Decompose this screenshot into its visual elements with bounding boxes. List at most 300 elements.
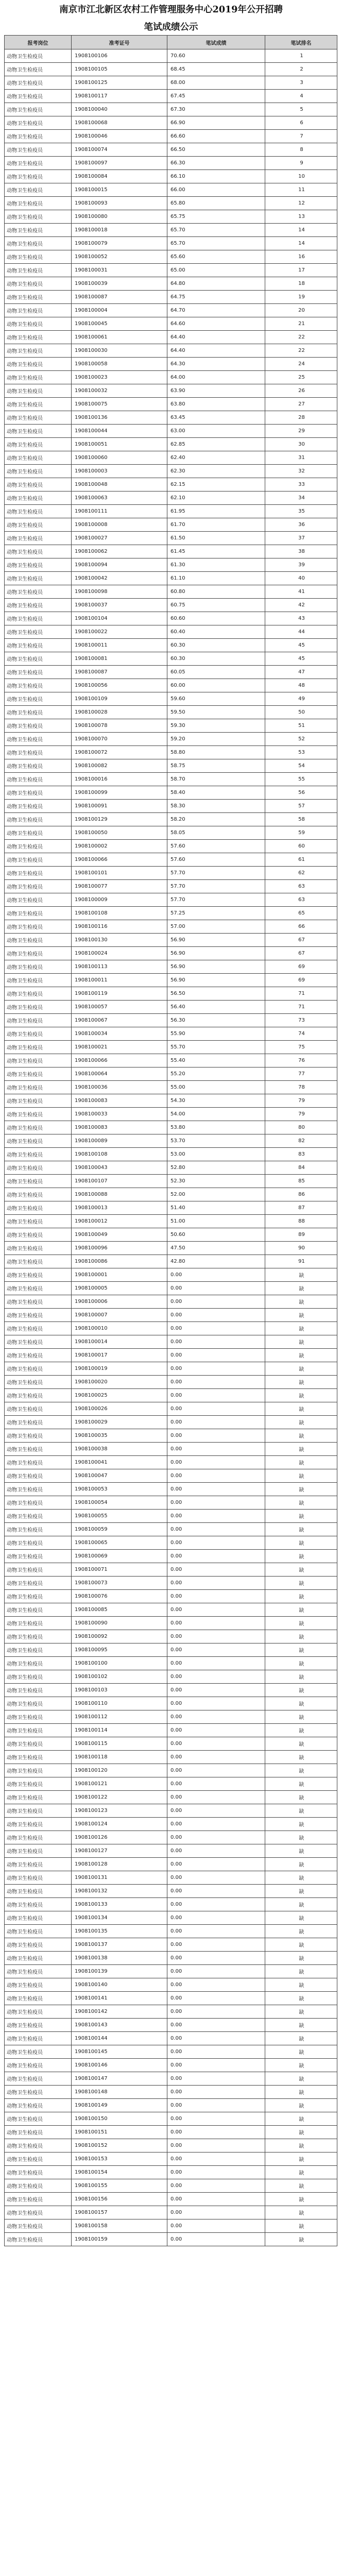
- cell-score: 60.00: [167, 679, 265, 692]
- table-row: [5, 264, 337, 277]
- cell-ticket-number: 1908100077: [72, 880, 167, 893]
- cell-ticket-number: 1908100022: [72, 625, 167, 639]
- table-row: [5, 1536, 337, 1550]
- cell-ticket-number: 1908100081: [72, 652, 167, 666]
- cell-ticket-number: 1908100092: [72, 1630, 167, 1643]
- cell-ticket-number: 1908100065: [72, 1536, 167, 1550]
- cell-position: 动物卫生检疫员: [5, 1469, 72, 1483]
- table-row: [5, 384, 337, 398]
- cell-position: 动物卫生检疫员: [5, 76, 72, 90]
- cell-rank: 36: [265, 518, 337, 532]
- cell-rank: 88: [265, 1215, 337, 1228]
- cell-position: 动物卫生检疫员: [5, 1134, 72, 1148]
- cell-ticket-number: 1908100146: [72, 2059, 167, 2072]
- table-row: [5, 304, 337, 317]
- cell-score: 0.00: [167, 1563, 265, 1577]
- table-row: [5, 907, 337, 920]
- cell-position: 动物卫生检疫员: [5, 170, 72, 183]
- cell-position: 动物卫生检疫员: [5, 2045, 72, 2059]
- cell-score: 0.00: [167, 1416, 265, 1429]
- cell-position: 动物卫生检疫员: [5, 1483, 72, 1496]
- cell-ticket-number: 1908100042: [72, 572, 167, 585]
- cell-ticket-number: 1908100101: [72, 867, 167, 880]
- cell-ticket-number: 1908100117: [72, 90, 167, 103]
- cell-position: 动物卫生检疫员: [5, 867, 72, 880]
- cell-rank: 缺: [265, 2112, 337, 2126]
- cell-score: 62.10: [167, 492, 265, 505]
- cell-rank: 缺: [265, 1885, 337, 1898]
- cell-ticket-number: 1908100086: [72, 1255, 167, 1268]
- cell-ticket-number: 1908100001: [72, 1268, 167, 1282]
- cell-score: 0.00: [167, 2233, 265, 2246]
- cell-rank: 1: [265, 49, 337, 63]
- cell-position: 动物卫生检疫员: [5, 317, 72, 331]
- cell-position: 动物卫生检疫员: [5, 585, 72, 599]
- cell-position: 动物卫生检疫员: [5, 987, 72, 1001]
- cell-rank: 缺: [265, 2045, 337, 2059]
- cell-ticket-number: 1908100088: [72, 1188, 167, 1201]
- cell-score: 64.40: [167, 331, 265, 344]
- cell-position: 动物卫生检疫员: [5, 692, 72, 706]
- cell-score: 61.30: [167, 558, 265, 572]
- cell-ticket-number: 1908100142: [72, 2005, 167, 2019]
- cell-rank: 缺: [265, 2126, 337, 2139]
- table-row: [5, 1938, 337, 1952]
- table-row: [5, 116, 337, 130]
- table-row: [5, 331, 337, 344]
- cell-score: 65.70: [167, 224, 265, 237]
- table-row: [5, 1483, 337, 1496]
- cell-ticket-number: 1908100089: [72, 1134, 167, 1148]
- cell-rank: 缺: [265, 1309, 337, 1322]
- table-row: [5, 920, 337, 934]
- table-row: [5, 666, 337, 679]
- table-row: [5, 1309, 337, 1322]
- table-row: [5, 1751, 337, 1764]
- table-row: [5, 974, 337, 987]
- cell-position: 动物卫生检疫员: [5, 1510, 72, 1523]
- cell-rank: 缺: [265, 1764, 337, 1777]
- table-row: [5, 1282, 337, 1295]
- cell-rank: 缺: [265, 1643, 337, 1657]
- cell-position: 动物卫生检疫员: [5, 1697, 72, 1710]
- cell-score: 58.30: [167, 800, 265, 813]
- cell-position: 动物卫生检疫员: [5, 358, 72, 371]
- cell-rank: 缺: [265, 1777, 337, 1791]
- cell-score: 52.00: [167, 1188, 265, 1201]
- cell-rank: 缺: [265, 2005, 337, 2019]
- cell-rank: 17: [265, 264, 337, 277]
- cell-position: 动物卫生检疫员: [5, 451, 72, 465]
- cell-position: 动物卫生检疫员: [5, 800, 72, 813]
- cell-score: 0.00: [167, 1670, 265, 1684]
- table-row: [5, 1764, 337, 1777]
- table-row: [5, 237, 337, 250]
- cell-position: 动物卫生检疫员: [5, 1831, 72, 1844]
- cell-position: 动物卫生检疫员: [5, 344, 72, 358]
- cell-rank: 缺: [265, 1550, 337, 1563]
- cell-score: 66.00: [167, 183, 265, 197]
- cell-ticket-number: 1908100118: [72, 1751, 167, 1764]
- table-row: [5, 130, 337, 143]
- cell-ticket-number: 1908100136: [72, 411, 167, 425]
- cell-rank: 缺: [265, 1362, 337, 1376]
- cell-position: 动物卫生检疫员: [5, 2193, 72, 2206]
- cell-score: 0.00: [167, 2166, 265, 2179]
- cell-ticket-number: 1908100004: [72, 304, 167, 317]
- cell-score: 58.75: [167, 759, 265, 773]
- table-row: [5, 1295, 337, 1309]
- cell-position: 动物卫生检疫员: [5, 1027, 72, 1041]
- cell-position: 动物卫生检疫员: [5, 666, 72, 679]
- cell-ticket-number: 1908100026: [72, 1402, 167, 1416]
- cell-rank: 缺: [265, 1603, 337, 1617]
- cell-rank: 69: [265, 960, 337, 974]
- cell-ticket-number: 1908100039: [72, 277, 167, 291]
- cell-ticket-number: 1908100048: [72, 478, 167, 492]
- cell-position: 动物卫生检疫员: [5, 625, 72, 639]
- cell-rank: 32: [265, 465, 337, 478]
- cell-ticket-number: 1908100130: [72, 934, 167, 947]
- cell-ticket-number: 1908100038: [72, 1443, 167, 1456]
- cell-ticket-number: 1908100035: [72, 1429, 167, 1443]
- cell-ticket-number: 1908100034: [72, 1027, 167, 1041]
- cell-rank: 缺: [265, 1657, 337, 1670]
- cell-score: 50.60: [167, 1228, 265, 1242]
- cell-score: 66.90: [167, 116, 265, 130]
- cell-ticket-number: 1908100051: [72, 438, 167, 451]
- table-row: [5, 1911, 337, 1925]
- cell-score: 0.00: [167, 1751, 265, 1764]
- table-row: [5, 893, 337, 907]
- cell-score: 0.00: [167, 2126, 265, 2139]
- cell-position: 动物卫生检疫员: [5, 1282, 72, 1295]
- cell-score: 0.00: [167, 1764, 265, 1777]
- cell-score: 61.70: [167, 518, 265, 532]
- header-score: 笔试成绩: [167, 36, 265, 49]
- cell-score: 57.70: [167, 880, 265, 893]
- cell-score: 0.00: [167, 1577, 265, 1590]
- table-row: [5, 1510, 337, 1523]
- cell-ticket-number: 1908100019: [72, 1362, 167, 1376]
- cell-ticket-number: 1908100060: [72, 451, 167, 465]
- cell-ticket-number: 1908100124: [72, 1818, 167, 1831]
- table-row: [5, 1161, 337, 1175]
- cell-rank: 75: [265, 1041, 337, 1054]
- cell-ticket-number: 1908100029: [72, 1416, 167, 1429]
- cell-ticket-number: 1908100087: [72, 666, 167, 679]
- cell-position: 动物卫生检疫员: [5, 2099, 72, 2112]
- cell-rank: 缺: [265, 1898, 337, 1911]
- table-row: [5, 90, 337, 103]
- table-row: [5, 465, 337, 478]
- cell-ticket-number: 1908100050: [72, 826, 167, 840]
- cell-ticket-number: 1908100087: [72, 291, 167, 304]
- cell-position: 动物卫生检疫员: [5, 1255, 72, 1268]
- cell-score: 62.30: [167, 465, 265, 478]
- cell-score: 0.00: [167, 1268, 265, 1282]
- table-row: [5, 1670, 337, 1684]
- cell-position: 动物卫生检疫员: [5, 1041, 72, 1054]
- cell-score: 68.45: [167, 63, 265, 76]
- cell-rank: 66: [265, 920, 337, 934]
- cell-position: 动物卫生检疫员: [5, 572, 72, 585]
- cell-score: 0.00: [167, 2059, 265, 2072]
- cell-ticket-number: 1908100009: [72, 893, 167, 907]
- cell-score: 0.00: [167, 1429, 265, 1443]
- table-row: [5, 1844, 337, 1858]
- cell-position: 动物卫生检疫员: [5, 438, 72, 451]
- cell-rank: 56: [265, 786, 337, 800]
- cell-rank: 缺: [265, 1496, 337, 1510]
- cell-rank: 缺: [265, 1791, 337, 1804]
- cell-rank: 缺: [265, 1992, 337, 2005]
- cell-score: 55.00: [167, 1081, 265, 1094]
- cell-rank: 缺: [265, 1858, 337, 1871]
- cell-score: 0.00: [167, 1376, 265, 1389]
- cell-ticket-number: 1908100053: [72, 1483, 167, 1496]
- cell-rank: 缺: [265, 1871, 337, 1885]
- table-row: [5, 411, 337, 425]
- table-row: [5, 1402, 337, 1416]
- cell-rank: 83: [265, 1148, 337, 1161]
- cell-score: 0.00: [167, 1684, 265, 1697]
- cell-position: 动物卫生检疫员: [5, 1121, 72, 1134]
- cell-rank: 91: [265, 1255, 337, 1268]
- cell-ticket-number: 1908100002: [72, 840, 167, 853]
- cell-rank: 缺: [265, 1925, 337, 1938]
- table-row: [5, 2233, 337, 2246]
- cell-ticket-number: 1908100128: [72, 1858, 167, 1871]
- cell-position: 动物卫生检疫员: [5, 465, 72, 478]
- cell-position: 动物卫生检疫员: [5, 1710, 72, 1724]
- cell-rank: 20: [265, 304, 337, 317]
- cell-ticket-number: 1908100150: [72, 2112, 167, 2126]
- table-row: [5, 2166, 337, 2179]
- results-table-body: [5, 49, 337, 2246]
- table-row: [5, 210, 337, 224]
- table-row: [5, 1094, 337, 1108]
- cell-ticket-number: 1908100070: [72, 733, 167, 746]
- cell-ticket-number: 1908100027: [72, 532, 167, 545]
- cell-position: 动物卫生检疫员: [5, 116, 72, 130]
- cell-ticket-number: 1908100149: [72, 2099, 167, 2112]
- cell-ticket-number: 1908100013: [72, 1201, 167, 1215]
- cell-rank: 缺: [265, 2019, 337, 2032]
- cell-rank: 24: [265, 358, 337, 371]
- cell-rank: 31: [265, 451, 337, 465]
- cell-ticket-number: 1908100126: [72, 1831, 167, 1844]
- cell-position: 动物卫生检疫员: [5, 1844, 72, 1858]
- cell-position: 动物卫生检疫员: [5, 1577, 72, 1590]
- cell-rank: 12: [265, 197, 337, 210]
- page-title: [0, 0, 342, 35]
- cell-score: 55.70: [167, 1041, 265, 1054]
- cell-score: 57.60: [167, 853, 265, 867]
- cell-ticket-number: 1908100140: [72, 1978, 167, 1992]
- cell-position: 动物卫生检疫员: [5, 1590, 72, 1603]
- cell-rank: 缺: [265, 2179, 337, 2193]
- cell-rank: 缺: [265, 2072, 337, 2086]
- cell-ticket-number: 1908100084: [72, 170, 167, 183]
- cell-score: 0.00: [167, 1590, 265, 1603]
- cell-score: 0.00: [167, 1617, 265, 1630]
- table-row: [5, 1965, 337, 1978]
- cell-score: 60.75: [167, 599, 265, 612]
- cell-score: 61.10: [167, 572, 265, 585]
- cell-score: 0.00: [167, 1871, 265, 1885]
- cell-rank: 缺: [265, 1590, 337, 1603]
- cell-position: 动物卫生检疫员: [5, 1456, 72, 1469]
- cell-rank: 缺: [265, 1536, 337, 1550]
- cell-score: 67.30: [167, 103, 265, 116]
- cell-ticket-number: 1908100044: [72, 425, 167, 438]
- cell-score: 53.80: [167, 1121, 265, 1134]
- cell-rank: 74: [265, 1027, 337, 1041]
- cell-ticket-number: 1908100157: [72, 2206, 167, 2219]
- cell-score: 0.00: [167, 1710, 265, 1724]
- cell-score: 0.00: [167, 2153, 265, 2166]
- table-row: [5, 1081, 337, 1094]
- cell-ticket-number: 1908100102: [72, 1670, 167, 1684]
- cell-position: 动物卫生检疫员: [5, 2233, 72, 2246]
- cell-score: 0.00: [167, 1496, 265, 1510]
- table-row: [5, 317, 337, 331]
- table-row: [5, 2045, 337, 2059]
- table-row: [5, 612, 337, 625]
- cell-score: 56.90: [167, 934, 265, 947]
- cell-rank: 67: [265, 947, 337, 960]
- cell-position: 动物卫生检疫员: [5, 2166, 72, 2179]
- cell-score: 60.40: [167, 625, 265, 639]
- cell-score: 51.00: [167, 1215, 265, 1228]
- cell-score: 64.30: [167, 358, 265, 371]
- cell-score: 63.90: [167, 384, 265, 398]
- table-row: [5, 1804, 337, 1818]
- cell-rank: 53: [265, 746, 337, 759]
- cell-position: 动物卫生检疫员: [5, 1215, 72, 1228]
- cell-rank: 47: [265, 666, 337, 679]
- cell-rank: 89: [265, 1228, 337, 1242]
- cell-position: 动物卫生检疫员: [5, 773, 72, 786]
- cell-ticket-number: 1908100010: [72, 1322, 167, 1335]
- table-row: [5, 1268, 337, 1282]
- cell-score: 64.70: [167, 304, 265, 317]
- cell-rank: 缺: [265, 1938, 337, 1952]
- cell-ticket-number: 1908100045: [72, 317, 167, 331]
- cell-rank: 39: [265, 558, 337, 572]
- cell-position: 动物卫生检疫员: [5, 639, 72, 652]
- table-row: [5, 2153, 337, 2166]
- cell-position: 动物卫生检疫员: [5, 2219, 72, 2233]
- cell-score: 0.00: [167, 1389, 265, 1402]
- table-row: [5, 518, 337, 532]
- cell-ticket-number: 1908100108: [72, 907, 167, 920]
- cell-score: 0.00: [167, 2019, 265, 2032]
- cell-rank: 45: [265, 639, 337, 652]
- cell-rank: 30: [265, 438, 337, 451]
- cell-ticket-number: 1908100059: [72, 1523, 167, 1536]
- cell-score: 60.05: [167, 666, 265, 679]
- cell-score: 59.20: [167, 733, 265, 746]
- cell-position: 动物卫生检疫员: [5, 1617, 72, 1630]
- table-row: [5, 1027, 337, 1041]
- cell-position: 动物卫生检疫员: [5, 840, 72, 853]
- table-row: [5, 1041, 337, 1054]
- cell-score: 58.80: [167, 746, 265, 759]
- cell-ticket-number: 1908100143: [72, 2019, 167, 2032]
- table-row: [5, 1416, 337, 1429]
- cell-ticket-number: 1908100109: [72, 692, 167, 706]
- table-row: [5, 1630, 337, 1643]
- cell-rank: 45: [265, 652, 337, 666]
- cell-score: 0.00: [167, 1630, 265, 1643]
- cell-rank: 缺: [265, 1630, 337, 1643]
- cell-rank: 2: [265, 63, 337, 76]
- table-row: [5, 250, 337, 264]
- table-row: [5, 1242, 337, 1255]
- cell-score: 58.20: [167, 813, 265, 826]
- cell-ticket-number: 1908100073: [72, 1577, 167, 1590]
- cell-position: 动物卫生检疫员: [5, 1952, 72, 1965]
- cell-ticket-number: 1908100057: [72, 1001, 167, 1014]
- cell-ticket-number: 1908100028: [72, 706, 167, 719]
- cell-rank: 14: [265, 237, 337, 250]
- cell-ticket-number: 1908100008: [72, 518, 167, 532]
- table-row: [5, 1188, 337, 1201]
- table-row: [5, 599, 337, 612]
- cell-position: 动物卫生检疫员: [5, 1443, 72, 1456]
- table-row: [5, 773, 337, 786]
- table-row: [5, 1443, 337, 1456]
- cell-score: 61.45: [167, 545, 265, 558]
- cell-rank: 87: [265, 1201, 337, 1215]
- table-row: [5, 558, 337, 572]
- cell-ticket-number: 1908100120: [72, 1764, 167, 1777]
- table-row: [5, 358, 337, 371]
- cell-ticket-number: 1908100031: [72, 264, 167, 277]
- cell-position: 动物卫生检疫员: [5, 759, 72, 773]
- cell-ticket-number: 1908100099: [72, 786, 167, 800]
- cell-ticket-number: 1908100144: [72, 2032, 167, 2045]
- table-row: [5, 1496, 337, 1510]
- cell-ticket-number: 1908100064: [72, 1067, 167, 1081]
- table-row: [5, 1818, 337, 1831]
- table-row: [5, 2019, 337, 2032]
- table-row: [5, 1014, 337, 1027]
- cell-rank: 5: [265, 103, 337, 116]
- cell-ticket-number: 1908100137: [72, 1938, 167, 1952]
- cell-position: 动物卫生检疫员: [5, 1978, 72, 1992]
- cell-ticket-number: 1908100114: [72, 1724, 167, 1737]
- table-row: [5, 291, 337, 304]
- cell-rank: 58: [265, 813, 337, 826]
- cell-ticket-number: 1908100076: [72, 1590, 167, 1603]
- cell-rank: 缺: [265, 1416, 337, 1429]
- table-row: [5, 545, 337, 558]
- cell-score: 0.00: [167, 1965, 265, 1978]
- table-row: [5, 1349, 337, 1362]
- table-row: [5, 1054, 337, 1067]
- cell-position: 动物卫生检疫员: [5, 291, 72, 304]
- cell-score: 62.85: [167, 438, 265, 451]
- cell-position: 动物卫生检疫员: [5, 264, 72, 277]
- cell-position: 动物卫生检疫员: [5, 893, 72, 907]
- cell-score: 0.00: [167, 1510, 265, 1523]
- cell-score: 60.30: [167, 639, 265, 652]
- table-row: [5, 2099, 337, 2112]
- cell-score: 52.30: [167, 1175, 265, 1188]
